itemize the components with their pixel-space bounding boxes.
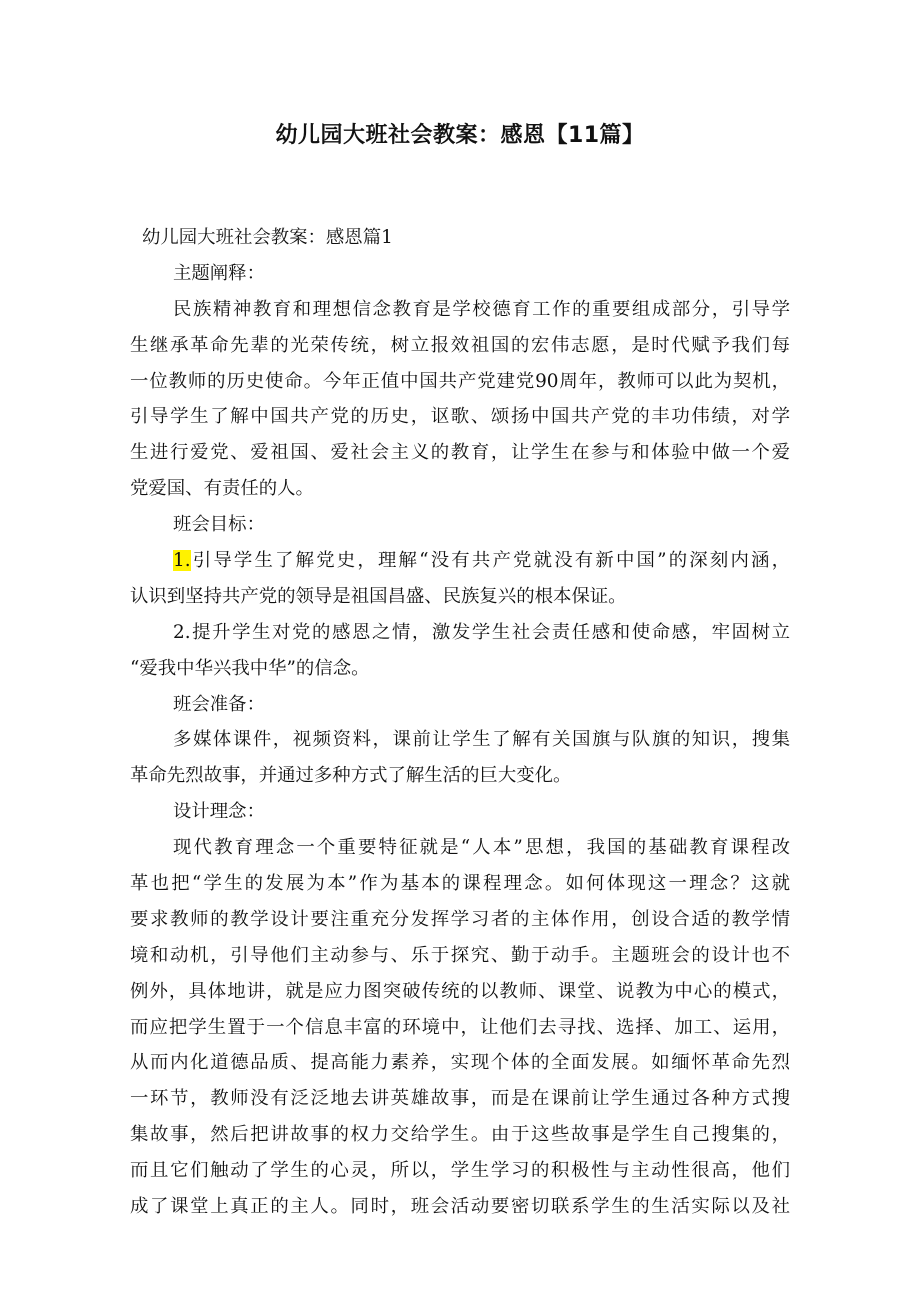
goal-number: 2. [173,621,191,643]
paragraph-line: 而且它们触动了学生的心灵，所以，学生学习的积极性与主动性很高，他们 [130,1160,790,1182]
paragraph-line: 从而内化道德品质、提高能力素养，实现个体的全面发展。如缅怀革命先烈 [130,1052,790,1074]
paragraph-line: 一环节，教师没有泛泛地去讲英雄故事，而是在课前让学生通过各种方式搜 [130,1088,790,1110]
paragraph-line: 集故事，然后把讲故事的权力交给学生。由于这些故事是学生自己搜集的， [130,1124,790,1146]
paragraph-line: 生继承革命先辈的光荣传统，树立报效祖国的宏伟志愿，是时代赋予我们每 [130,334,790,356]
paragraph-line: 境和动机，引导他们主动参与、乐于探究、勤于动手。主题班会的设计也不 [130,944,790,966]
paragraph-line: 革命先烈故事，并通过多种方式了解生活的巨大变化。 [130,765,572,787]
paragraph-line: 而应把学生置于一个信息丰富的环境中，让他们去寻找、选择、加工、运用， [130,1016,790,1038]
section-label-theme: 主题阐释： [173,262,265,284]
paragraph-line: 党爱国、有责任的人。 [130,478,314,500]
paragraph-line: 认识到坚持共产党的领导是祖国昌盛、民族复兴的根本保证。 [130,585,627,607]
paragraph-line: 要求教师的教学设计要注重充分发挥学习者的主体作用，创设合适的教学情 [130,908,790,930]
document-body [130,220,790,1225]
paragraph-line: 民族精神教育和理想信念教育是学校德育工作的重要组成部分，引导学 [173,298,790,320]
section-label-goals: 班会目标： [173,514,265,536]
section-label-preparation: 班会准备： [173,693,265,715]
paragraph-line: 多媒体课件，视频资料，课前让学生了解有关国旗与队旗的知识，搜集 [173,729,790,751]
paragraph-line: “爱我中华兴我中华”的信念。 [130,657,370,679]
goal-item-1 [173,543,790,579]
paragraph-line: 现代教育理念一个重要特征就是“人本”思想，我国的基础教育课程改 [173,837,790,859]
paragraph-line: 一位教师的历史使命。今年正值中国共产党建党90周年，教师可以此为契机， [130,370,790,392]
paragraph-line: 引导学生了解中国共产党的历史，讴歌、颂扬中国共产党的丰功伟绩，对学 [130,406,790,428]
goal-text: 提升学生对党的感恩之情，激发学生社会责任感和使命感，牢固树立 [190,621,790,643]
goal-text: 引导学生了解党史，理解“没有共产党就没有新中国”的深刻内涵， [190,550,790,572]
paragraph-line: 成了课堂上真正的主人。同时，班会活动要密切联系学生的生活实际以及社 [130,1196,790,1218]
section-label-concept: 设计理念： [173,801,265,823]
document-title: 幼儿园大班社会教案：感恩【11篇】 [275,123,645,148]
article-heading: 幼儿园大班社会教案：感恩篇1 [142,227,393,248]
goal-item-2 [173,615,790,651]
paragraph-line: 例外，具体地讲，就是应力图突破传统的以教师、课堂、说教为中心的模式， [130,980,790,1002]
paragraph-line: 生进行爱党、爱祖国、爱社会主义的教育，让学生在参与和体验中做一个爱 [130,442,790,464]
highlighted-number: 1. [173,550,191,572]
paragraph-line: 革也把“学生的发展为本”作为基本的课程理念。如何体现这一理念？这就 [130,873,790,895]
